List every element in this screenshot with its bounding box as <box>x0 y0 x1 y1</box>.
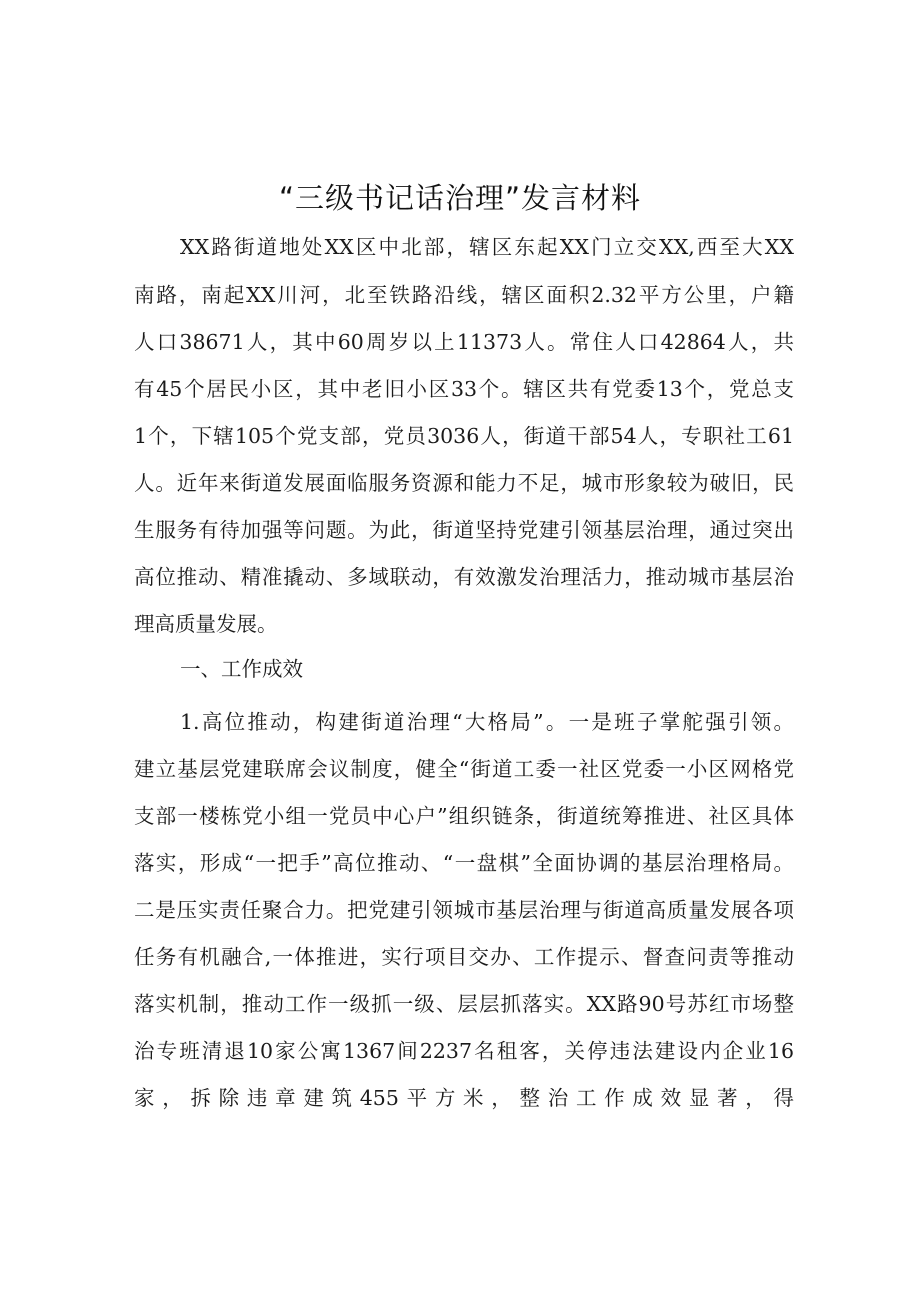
intro-line-6: 人。近年来街道发展面临服务资源和能力不足，城市形象较为破旧，民 <box>134 471 794 495</box>
intro-line-3: 人口38671人，其中60周岁以上11373人。常住人口42864人，共 <box>134 330 794 354</box>
intro-line-9: 理高质量发展。 <box>134 612 278 636</box>
point1-line-2: 建立基层党建联席会议制度，健全“街道工委一社区党委一小区网格党 <box>134 757 794 781</box>
intro-line-5: 1个，下辖105个党支部，党员3036人，街道干部54人，专职社工61 <box>134 424 794 448</box>
intro-line-8: 高位推动、精准撬动、多域联动，有效激发治理活力，推动城市基层治 <box>134 565 794 589</box>
point1-line-6: 任务有机融合,一体推进，实行项目交办、工作提示、督查问责等推动 <box>134 945 794 969</box>
point1-line-9: 家，拆除违章建筑455平方米，整治工作成效显著，得 <box>134 1086 794 1110</box>
intro-line-2: 南路，南起XX川河，北至铁路沿线，辖区面积2.32平方公里，户籍 <box>134 283 794 307</box>
intro-line-4: 有45个居民小区，其中老旧小区33个。辖区共有党委13个，党总支 <box>134 377 794 401</box>
point1-line-8: 治专班清退10家公寓1367间2237名租客，关停违法建设内企业16 <box>134 1039 794 1063</box>
point1-line-3: 支部一楼栋党小组一党员中心户”组织链条，街道统筹推进、社区具体 <box>134 804 794 828</box>
point1-line-1: 1.高位推动，构建街道治理“大格局”。一是班子掌舵强引领。 <box>180 710 794 734</box>
point1-line-4: 落实，形成“一把手”高位推动、“一盘棋”全面协调的基层治理格局。 <box>134 851 794 875</box>
point1-line-7: 落实机制，推动工作一级抓一级、层层抓落实。XX路90号苏红市场整 <box>134 992 794 1016</box>
intro-line-1: XX路街道地处XX区中北部，辖区东起XX门立交XX,西至大XX <box>180 235 794 259</box>
document-title: “三级书记话治理”发言材料 <box>278 181 642 215</box>
point1-line-5: 二是压实责任聚合力。把党建引领城市基层治理与街道高质量发展各项 <box>134 898 794 922</box>
section-heading: 一、工作成效 <box>180 657 303 681</box>
intro-line-7: 生服务有待加强等问题。为此，街道坚持党建引领基层治理，通过突出 <box>134 518 794 542</box>
